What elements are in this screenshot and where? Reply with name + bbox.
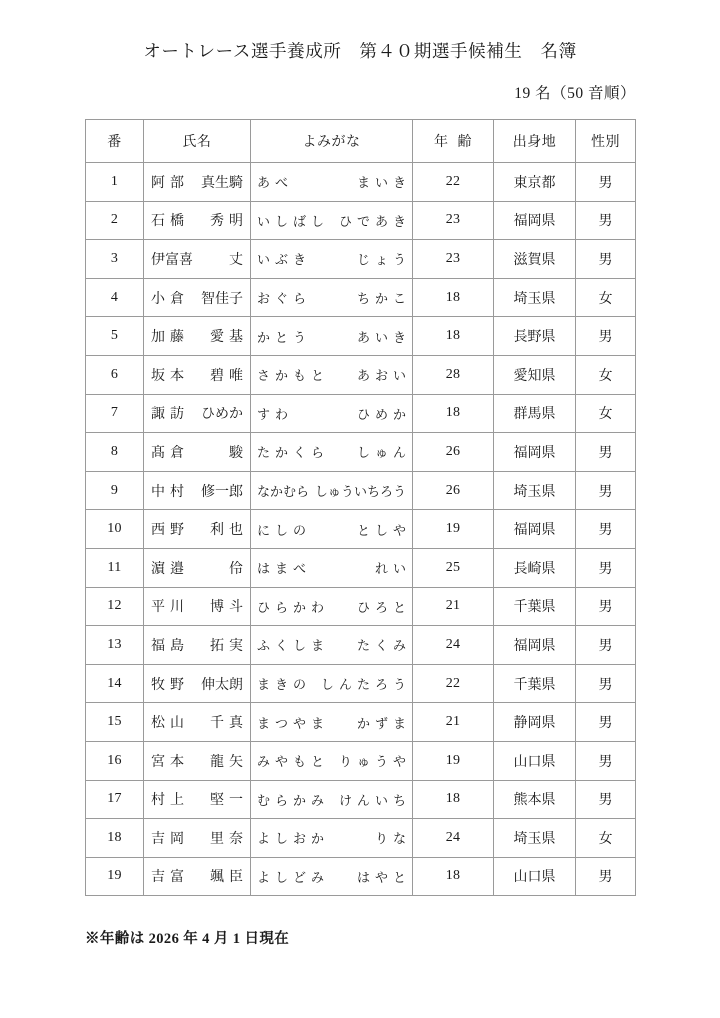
cell-age: 24 [413,626,494,665]
cell-gender: 男 [576,201,636,240]
column-header-kana: よみがな [251,120,413,163]
cell-name: 石 橋 秀 明 [144,201,251,240]
roster-table-container [85,119,635,896]
cell-kana: お ぐ ら ち か こ [251,278,413,317]
cell-number: 7 [86,394,144,433]
cell-age: 22 [413,664,494,703]
cell-kana: か と う あ い き [251,317,413,356]
column-header-birthplace: 出身地 [494,120,576,163]
cell-kana: ひ ら か わ ひ ろ と [251,587,413,626]
cell-kana: い し ば し ひ で あ き [251,201,413,240]
table-row [86,587,636,626]
cell-birthplace: 福岡県 [494,510,576,549]
cell-gender: 男 [576,664,636,703]
cell-number: 5 [86,317,144,356]
cell-age: 22 [413,163,494,202]
cell-number: 4 [86,278,144,317]
roster-count-line: 19 名（50 音順） [514,85,636,102]
cell-name: 西 野 利 也 [144,510,251,549]
table-body [86,163,636,896]
cell-gender: 女 [576,819,636,858]
cell-birthplace: 東京都 [494,163,576,202]
cell-gender: 男 [576,587,636,626]
table-row [86,626,636,665]
cell-name: 濵 邉 伶 [144,548,251,587]
table-row [86,857,636,896]
cell-kana: は ま べ れ い [251,548,413,587]
cell-age: 19 [413,741,494,780]
cell-birthplace: 群馬県 [494,394,576,433]
cell-age: 23 [413,201,494,240]
cell-name: 坂 本 碧 唯 [144,355,251,394]
roster-table [85,119,636,896]
table-row [86,780,636,819]
cell-number: 10 [86,510,144,549]
cell-number: 12 [86,587,144,626]
cell-birthplace: 長野県 [494,317,576,356]
footnote: ※年齢は 2026 年 4 月 1 日現在 [85,931,290,948]
cell-name: 吉 岡 里 奈 [144,819,251,858]
cell-kana: に し の と し や [251,510,413,549]
cell-birthplace: 千葉県 [494,664,576,703]
table-row [86,741,636,780]
cell-kana: ま つ や ま か ず ま [251,703,413,742]
cell-name: 宮 本 龍 矢 [144,741,251,780]
table-row [86,548,636,587]
cell-name: 小 倉 智 佳 子 [144,278,251,317]
table-row [86,317,636,356]
cell-name: 阿 部 真 生 騎 [144,163,251,202]
cell-kana: み や も と り ゅ う や [251,741,413,780]
cell-gender: 男 [576,548,636,587]
table-row [86,510,636,549]
cell-gender: 男 [576,857,636,896]
cell-birthplace: 福岡県 [494,626,576,665]
cell-birthplace: 山口県 [494,857,576,896]
cell-birthplace: 埼玉県 [494,819,576,858]
cell-age: 21 [413,703,494,742]
cell-birthplace: 長崎県 [494,548,576,587]
cell-kana: な か む ら し ゅ う い ち ろ う [251,471,413,510]
cell-gender: 男 [576,703,636,742]
cell-number: 15 [86,703,144,742]
cell-gender: 男 [576,471,636,510]
cell-kana: よ し ど み は や と [251,857,413,896]
cell-birthplace: 熊本県 [494,780,576,819]
table-row [86,278,636,317]
cell-number: 17 [86,780,144,819]
cell-gender: 男 [576,741,636,780]
cell-kana: あ べ ま い き [251,163,413,202]
page-title: オートレース選手養成所 第４０期選手候補生 名簿 [143,41,577,61]
cell-name: 諏 訪 ひ め か [144,394,251,433]
cell-number: 16 [86,741,144,780]
cell-birthplace: 千葉県 [494,587,576,626]
cell-kana: ふ く し ま た く み [251,626,413,665]
cell-number: 19 [86,857,144,896]
cell-kana: た か く ら し ゅ ん [251,433,413,472]
cell-age: 26 [413,471,494,510]
cell-name: 牧 野 伸 太 朗 [144,664,251,703]
cell-gender: 男 [576,317,636,356]
cell-number: 6 [86,355,144,394]
cell-kana: す わ ひ め か [251,394,413,433]
table-row [86,201,636,240]
cell-gender: 女 [576,355,636,394]
cell-age: 18 [413,394,494,433]
table-row [86,433,636,472]
column-header-age-text: 年 齢 [434,135,472,150]
cell-gender: 男 [576,510,636,549]
cell-kana: さ か も と あ お い [251,355,413,394]
cell-birthplace: 愛知県 [494,355,576,394]
cell-number: 9 [86,471,144,510]
cell-number: 2 [86,201,144,240]
column-header-number: 番 [86,120,144,163]
cell-gender: 女 [576,394,636,433]
cell-age: 18 [413,857,494,896]
cell-name: 平 川 博 斗 [144,587,251,626]
cell-kana: ま き の し ん た ろ う [251,664,413,703]
cell-kana: よ し お か り な [251,819,413,858]
cell-number: 1 [86,163,144,202]
cell-number: 11 [86,548,144,587]
cell-name: 加 藤 愛 基 [144,317,251,356]
table-row [86,394,636,433]
table-row [86,471,636,510]
cell-gender: 男 [576,780,636,819]
cell-name: 松 山 千 真 [144,703,251,742]
cell-age: 23 [413,240,494,279]
cell-birthplace: 静岡県 [494,703,576,742]
table-header [86,120,636,163]
table-row [86,240,636,279]
cell-number: 13 [86,626,144,665]
cell-age: 28 [413,355,494,394]
cell-number: 14 [86,664,144,703]
cell-name: 中 村 修 一 郎 [144,471,251,510]
cell-age: 19 [413,510,494,549]
column-header-age [413,120,494,163]
cell-number: 3 [86,240,144,279]
cell-age: 24 [413,819,494,858]
cell-name: 伊 富 喜 丈 [144,240,251,279]
cell-age: 21 [413,587,494,626]
cell-birthplace: 福岡県 [494,201,576,240]
cell-name: 村 上 堅 一 [144,780,251,819]
cell-birthplace: 埼玉県 [494,471,576,510]
cell-birthplace: 福岡県 [494,433,576,472]
cell-gender: 女 [576,278,636,317]
cell-name: 髙 倉 駿 [144,433,251,472]
table-header-row [86,120,636,163]
cell-birthplace: 山口県 [494,741,576,780]
column-header-gender: 性別 [576,120,636,163]
cell-number: 18 [86,819,144,858]
cell-age: 26 [413,433,494,472]
cell-age: 25 [413,548,494,587]
table-row [86,703,636,742]
table-row [86,355,636,394]
cell-birthplace: 埼玉県 [494,278,576,317]
cell-age: 18 [413,317,494,356]
cell-number: 8 [86,433,144,472]
cell-gender: 男 [576,626,636,665]
cell-birthplace: 滋賀県 [494,240,576,279]
cell-age: 18 [413,780,494,819]
cell-gender: 男 [576,433,636,472]
table-row [86,819,636,858]
cell-name: 吉 富 颯 臣 [144,857,251,896]
cell-kana: む ら か み け ん い ち [251,780,413,819]
cell-gender: 男 [576,240,636,279]
cell-kana: い ぶ き じ ょ う [251,240,413,279]
table-row [86,163,636,202]
cell-gender: 男 [576,163,636,202]
cell-age: 18 [413,278,494,317]
cell-name: 福 島 拓 実 [144,626,251,665]
table-row [86,664,636,703]
column-header-name: 氏名 [144,120,251,163]
